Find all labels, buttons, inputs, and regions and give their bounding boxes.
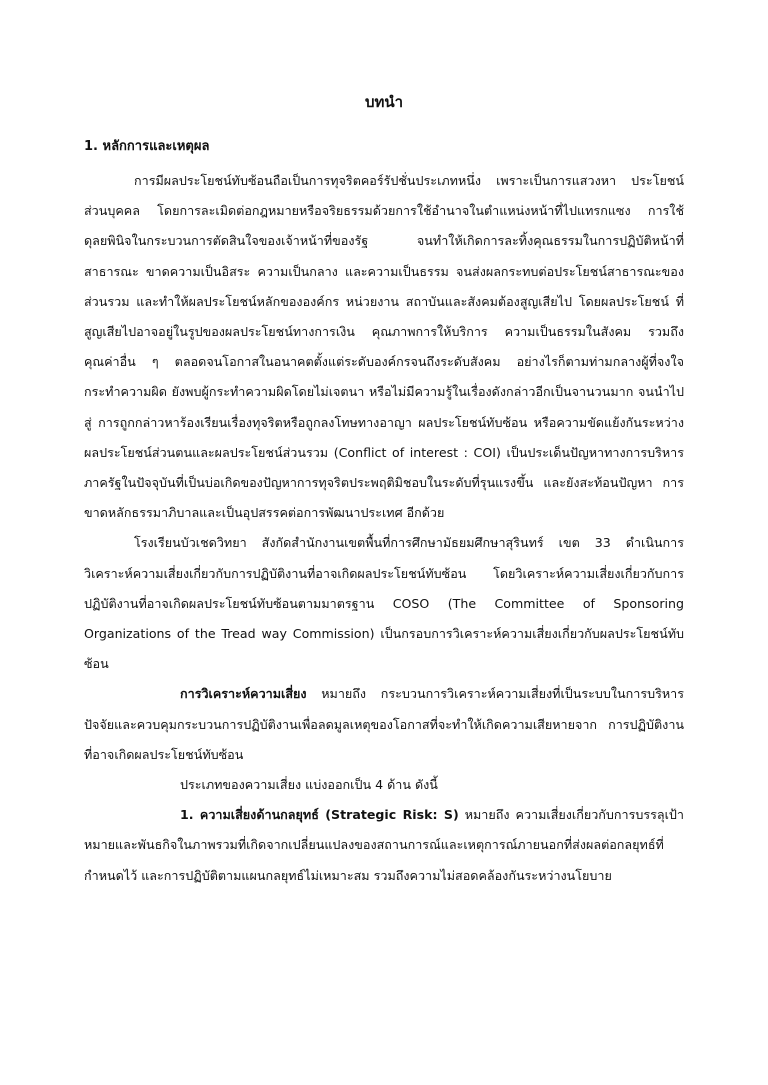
strategic-risk-definition: หมายถึง ความเสี่ยงเกี่ยวกับการบรรลุเป้าหมายและพันธกิจในภาพรวมที่เกิดจากเปลี่ยนแปลงของสถานการณ์และเหตุการณ์ภายนอกที่ส่งผลต่อกลยุทธ์ที่กำหนดไว้ และการปฏิบัติตามแผนกลยุทธ์ไม่เหมาะสม รวมถึงความไม่สอดคล้องกันระหว่างนโยบาย: [84, 807, 684, 883]
page-title: บทนำ: [364, 93, 404, 111]
paragraph-risk-types: ประเภทของความเสี่ยง แบ่งออกเป็น 4 ด้าน ดังนี้: [180, 777, 438, 793]
paragraph-principles: การมีผลประโยชน์ทับซ้อนถือเป็นการทุจริตคอร์รัปชั่นประเภทหนึ่ง เพราะเป็นการแสวงหา ประโยชน์ส่วนบุคคล โดยการละเมิดต่อกฎหมายหรือจริยธรรมด้วยการใช้อำนาจในตำแหน่งหน้าที่ไปแทรกแซง การใช้ดุลยพินิจในกระบวนการตัดสินใจของเจ้าหน้าที่ของรัฐ จนทำให้เกิดการละทิ้งคุณธรรมในการปฏิบัติหน้าที่สาธารณะ ขาดความเป็นอิสระ ความเป็นกลาง และความเป็นธรรม จนส่งผลกระทบต่อประโยชน์สาธารณะของส่วนรวม และทำให้ผลประโยชน์หลักขององค์กร หน่วยงาน สถาบันและสังคมต้องสูญเสียไป โดยผลประโยชน์ ที่สูญเสียไปอาจอยู่ในรูปของผลประโยชน์ทางการเงิน คุณภาพการให้บริการ ความเป็นธรรมในสังคม รวมถึง คุณค่าอื่น ๆ ตลอดจนโอกาสในอนาคตตั้งแต่ระดับองค์กรจนถึงระดับสังคม อย่างไรก็ตามท่ามกลางผู้ที่จงใจกระทำความผิด ยังพบผู้กระทำความผิดโดยไม่เจตนา หรือไม่มีความรู้ในเรื่องดังกล่าวอีกเป็นจานวนมาก จนนำไปสู่ การถูกกล่าวหาร้องเรียนเรื่องทุจริตหรือถูกลงโทษทางอาญา ผลประโยชน์ทับซ้อน หรือความขัดแย้งกันระหว่างผลประโยชน์ส่วนตนและผลประโยชน์ส่วนรวม (Conflict of interest : COI) เป็นประเด็นปัญหาทางการบริหารภาครัฐในปัจจุบันที่เป็นบ่อเกิดของปัญหาการทุจริตประพฤติมิชอบในระดับที่รุนแรงขึ้น และยังสะท้อนปัญหา การขาดหลักธรรมาภิบาลและเป็นอุปสรรคต่อการพัฒนาประเทศ อีกด้วย: [84, 173, 684, 521]
paragraph-strategic-risk: [84, 800, 684, 891]
paragraph-school-analysis: โรงเรียนบัวเชดวิทยา สังกัดสำนักงานเขตพื้นที่การศึกษามัธยมศึกษาสุรินทร์ เขต 33 ดำเนินการวิเคราะห์ความเสี่ยงเกี่ยวกับการปฏิบัติงานที่อาจเกิดผลประโยชน์ทับซ้อน โดยวิเคราะห์ความเสี่ยงเกี่ยวกับการปฏิบัติงานที่อาจเกิดผลประโยชน์ทับซ้อนตามมาตรฐาน COSO (The Committee of Sponsoring Organizations of the Tread way Commission) เป็นกรอบการวิเคราะห์ความเสี่ยงเกี่ยวกับผลประโยชน์ทับซ้อน: [84, 535, 684, 672]
risk-analysis-term: การวิเคราะห์ความเสี่ยง: [180, 686, 307, 702]
strategic-risk-term: 1. ความเสี่ยงด้านกลยุทธ์ (Strategic Risk: S): [180, 807, 459, 823]
paragraph-risk-definition: [84, 679, 684, 770]
section-heading: 1. หลักการและเหตุผล: [84, 139, 210, 154]
risk-analysis-definition: หมายถึง กระบวนการวิเคราะห์ความเสี่ยงที่เป็นระบบในการบริหารปัจจัยและควบคุมกระบวนการปฏิบัติงานเพื่อลดมูลเหตุของโอกาสที่จะทำให้เกิดความเสียหายจาก การปฏิบัติงานที่อาจเกิดผลประโยชน์ทับซ้อน: [84, 686, 684, 762]
